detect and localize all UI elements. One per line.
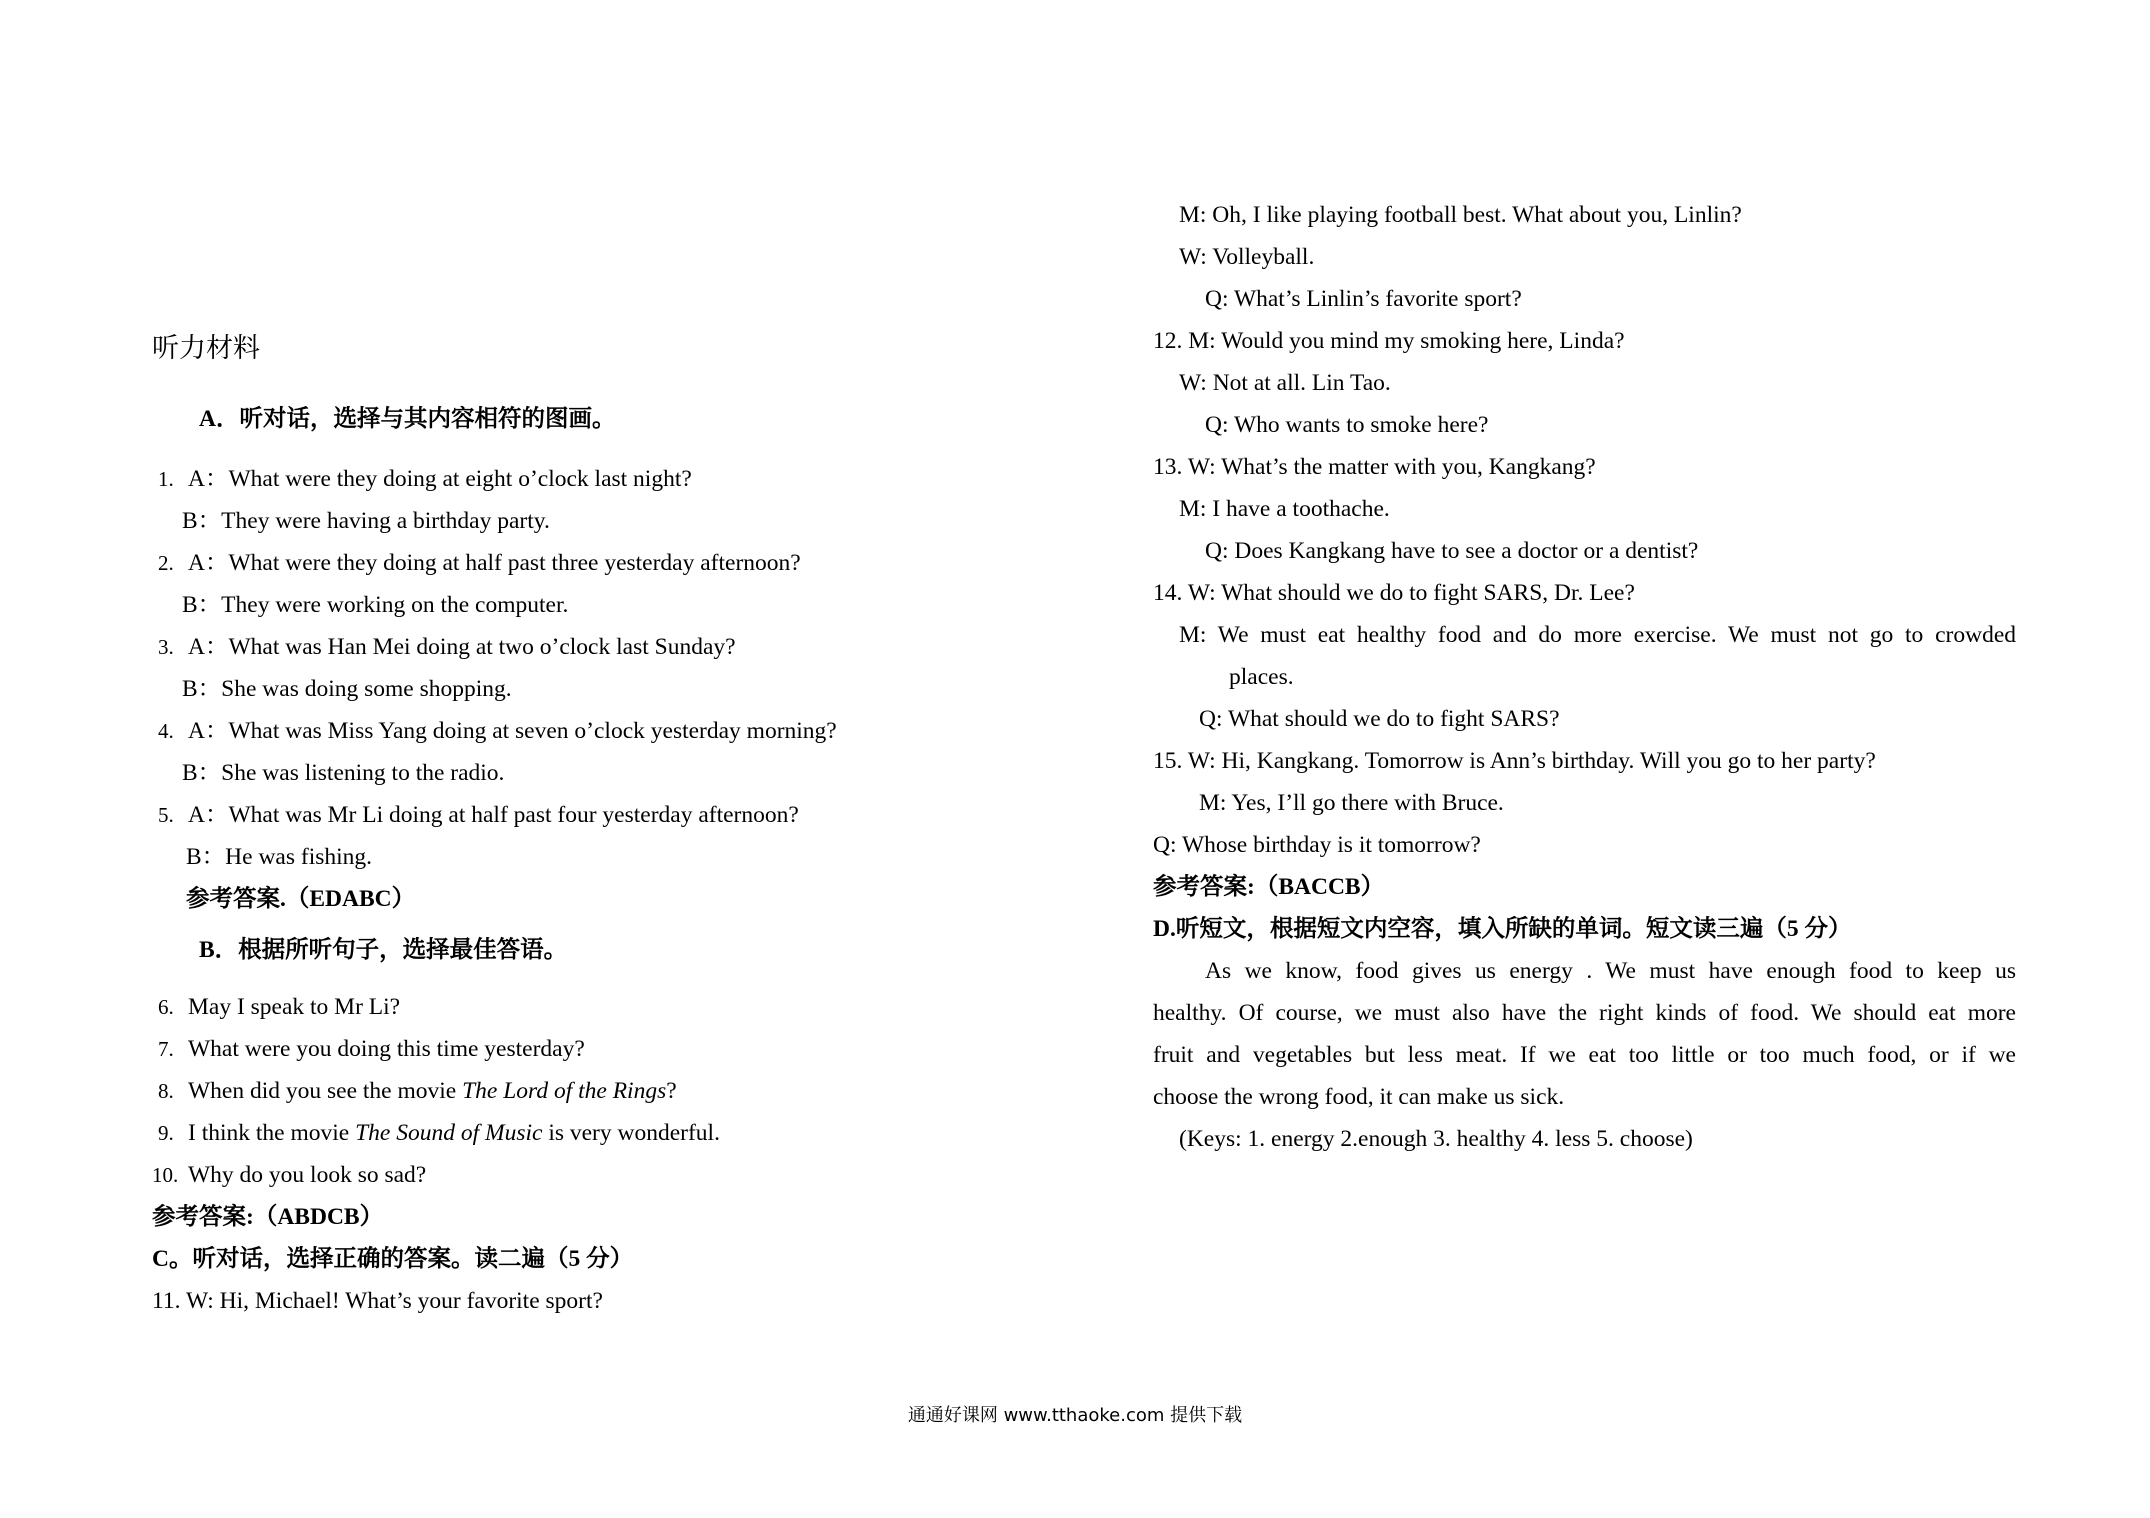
question-line: A：What was Mr Li doing at half past four yesterday afternoon? [188,802,799,828]
question-line: Q: Whose birthday is it tomorrow? [1153,832,1481,858]
list-item [158,1034,585,1064]
dialogue-line: 14. W: What should we do to fight SARS, Dr. Lee? [1153,580,1635,606]
passage-line: choose the wrong food, it can make us sick. [1153,1084,1565,1110]
sentence-end: ? [666,1078,677,1104]
dialogue-line: W: Volleyball. [1179,244,1315,270]
list-item [158,548,801,578]
section-b-answer: 参考答案:（ABDCB） [152,1204,384,1230]
sentence: I think the movie [188,1120,356,1146]
item-number: 8. [158,1079,174,1103]
item-number: 2. [158,551,174,575]
sentence: What were you doing this time yesterday? [188,1036,585,1062]
list-item [158,992,400,1022]
list-item [158,716,837,746]
answer-line: B：They were working on the computer. [182,592,569,618]
dialogue-line: places. [1229,664,1294,690]
dialogue-line: 15. W: Hi, Kangkang. Tomorrow is Ann’s birthday. Will you go to her party? [1153,748,1876,774]
question-line: A：What were they doing at half past three yesterday afternoon? [188,550,801,576]
sentence-end: is very wonderful. [542,1120,720,1146]
dialogue-line: 13. W: What’s the matter with you, Kangkang? [1153,454,1596,480]
passage-line: healthy. Of course, we must also have the right kinds of food. We should eat more [1153,1000,2016,1026]
dialogue-line: 12. M: Would you mind my smoking here, Linda? [1153,328,1625,354]
page-title: 听力材料 [152,333,260,364]
section-a-heading: A．听对话，选择与其内容相符的图画。 [199,406,616,432]
section-c-heading: C。听对话，选择正确的答案。读二遍（5 分） [152,1246,634,1272]
dialogue-line: M: We must eat healthy food and do more exercise. We must not go to crowded [1179,622,2016,648]
list-item [158,464,692,494]
dialogue-line: W: Not at all. Lin Tao. [1179,370,1391,396]
item-number: 10. [152,1163,179,1187]
question-line: A：What were they doing at eight o’clock last night? [188,466,692,492]
passage-line: fruit and vegetables but less meat. If we eat too little or too much food, or if we [1153,1042,2016,1068]
item-number: 3. [158,635,174,659]
section-c-answer: 参考答案:（BACCB） [1153,874,1385,900]
item-number: 6. [158,995,174,1019]
movie-title: The Sound of Music [355,1120,543,1146]
answer-line: B：They were having a birthday party. [182,508,550,534]
dialogue-line: M: Yes, I’ll go there with Bruce. [1199,790,1504,816]
answer-keys: (Keys: 1. energy 2.enough 3. healthy 4. less 5. choose) [1179,1126,1693,1152]
answer-line: B：She was listening to the radio. [182,760,505,786]
answer-line: B：He was fishing. [186,844,373,870]
question-line: Q: Does Kangkang have to see a doctor or a dentist? [1205,538,1699,564]
item-number: 1. [158,467,174,491]
dialogue-line: M: Oh, I like playing football best. What about you, Linlin? [1179,202,1742,228]
movie-title: The Lord of the Rings [462,1078,667,1104]
dialogue-line: 11. W: Hi, Michael! What’s your favorite sport? [152,1288,603,1314]
question-line: Q: What’s Linlin’s favorite sport? [1205,286,1522,312]
section-a-answer: 参考答案.（EDABC） [186,886,416,912]
item-number: 9. [158,1121,174,1145]
question-line: Q: Who wants to smoke here? [1205,412,1489,438]
question-line: Q: What should we do to fight SARS? [1199,706,1560,732]
question-line: A：What was Han Mei doing at two o’clock last Sunday? [188,634,736,660]
passage-line: As we know, food gives us energy . We must have enough food to keep us [1205,958,2016,984]
list-item [158,1076,677,1106]
list-item [158,1118,720,1148]
answer-line: B：She was doing some shopping. [182,676,512,702]
sentence: Why do you look so sad? [188,1162,427,1188]
list-item [152,1160,426,1190]
dialogue-line: M: I have a toothache. [1179,496,1390,522]
question-line: A：What was Miss Yang doing at seven o’clock yesterday morning? [188,718,837,744]
item-number: 7. [158,1037,174,1061]
list-item [158,632,736,662]
section-d-heading: D.听短文，根据短文内空容，填入所缺的单词。短文读三遍（5 分） [1153,916,1852,942]
section-b-heading: B．根据所听句子，选择最佳答语。 [199,937,568,963]
item-number: 5. [158,803,174,827]
sentence: When did you see the movie [188,1078,463,1104]
page-footer: 通通好课网 www.tthaoke.com 提供下载 [907,1405,1243,1426]
sentence: May I speak to Mr Li? [188,994,401,1020]
list-item [158,800,799,830]
item-number: 4. [158,719,174,743]
